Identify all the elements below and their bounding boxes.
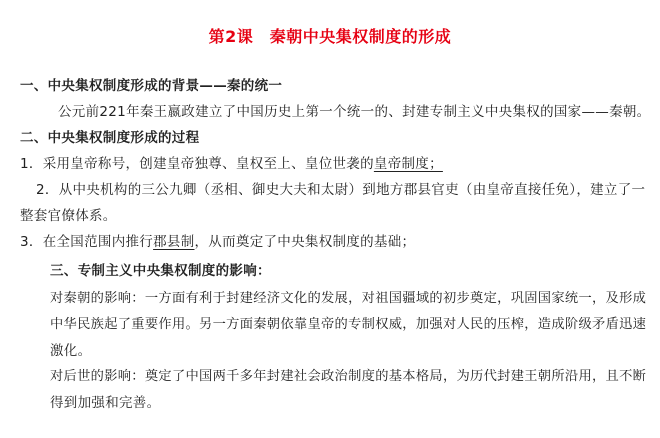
section2-item2-line1: 2．从中央机构的三公九卿（丞相、御史大夫和太尉）到地方郡县官吏（由皇帝直接任免），建立了一 — [36, 182, 646, 198]
section3-heading: 三、专制主义中央集权制度的影响： — [50, 263, 271, 279]
lesson-title: 第2课 秦朝中央集权制度的形成 — [208, 27, 452, 46]
later-impact-line2: 得到加强和完善。 — [50, 395, 161, 411]
qin-impact-line3: 激化。 — [50, 343, 92, 359]
section2-heading: 二、中央集权制度形成的过程 — [20, 130, 200, 146]
later-impact-line1: 对后世的影响：奠定了中国两千多年封建社会政治制度的基本格局，为历代封建王朝所沿用，且不断 — [50, 369, 647, 384]
qin-impact-line2: 中华民族起了重要作用。另一方面秦朝依靠皇帝的专制权威，加强对人民的压榨，造成阶级矛盾迅速 — [50, 317, 647, 332]
section2-item1 — [20, 155, 443, 173]
section2-item3-prefix: 3．在全国范围内推行 — [20, 234, 154, 250]
emperor-system-term: 皇帝制度； — [373, 156, 443, 172]
section2-item3 — [20, 233, 415, 251]
prefecture-county-term: 郡县制 — [153, 234, 195, 250]
section1-heading: 一、中央集权制度形成的背景——秦的统一 — [20, 78, 283, 94]
section2-item3-suffix: ，从而奠定了中央集权制度的基础； — [194, 234, 416, 250]
qin-impact-line1: 对秦朝的影响：一方面有利于封建经济文化的发展，对祖国疆域的初步奠定，巩固国家统一，及形成 — [50, 291, 647, 306]
section2-item1-text: 1．采用皇帝称号，创建皇帝独尊、皇权至上、皇位世袭的 — [20, 156, 374, 172]
section1-body: 公元前221年秦王嬴政建立了中国历史上第一个统一的、封建专制主义中央集权的国家——秦朝。 — [58, 104, 651, 120]
section2-item2-line2: 整套官僚体系。 — [20, 208, 117, 224]
